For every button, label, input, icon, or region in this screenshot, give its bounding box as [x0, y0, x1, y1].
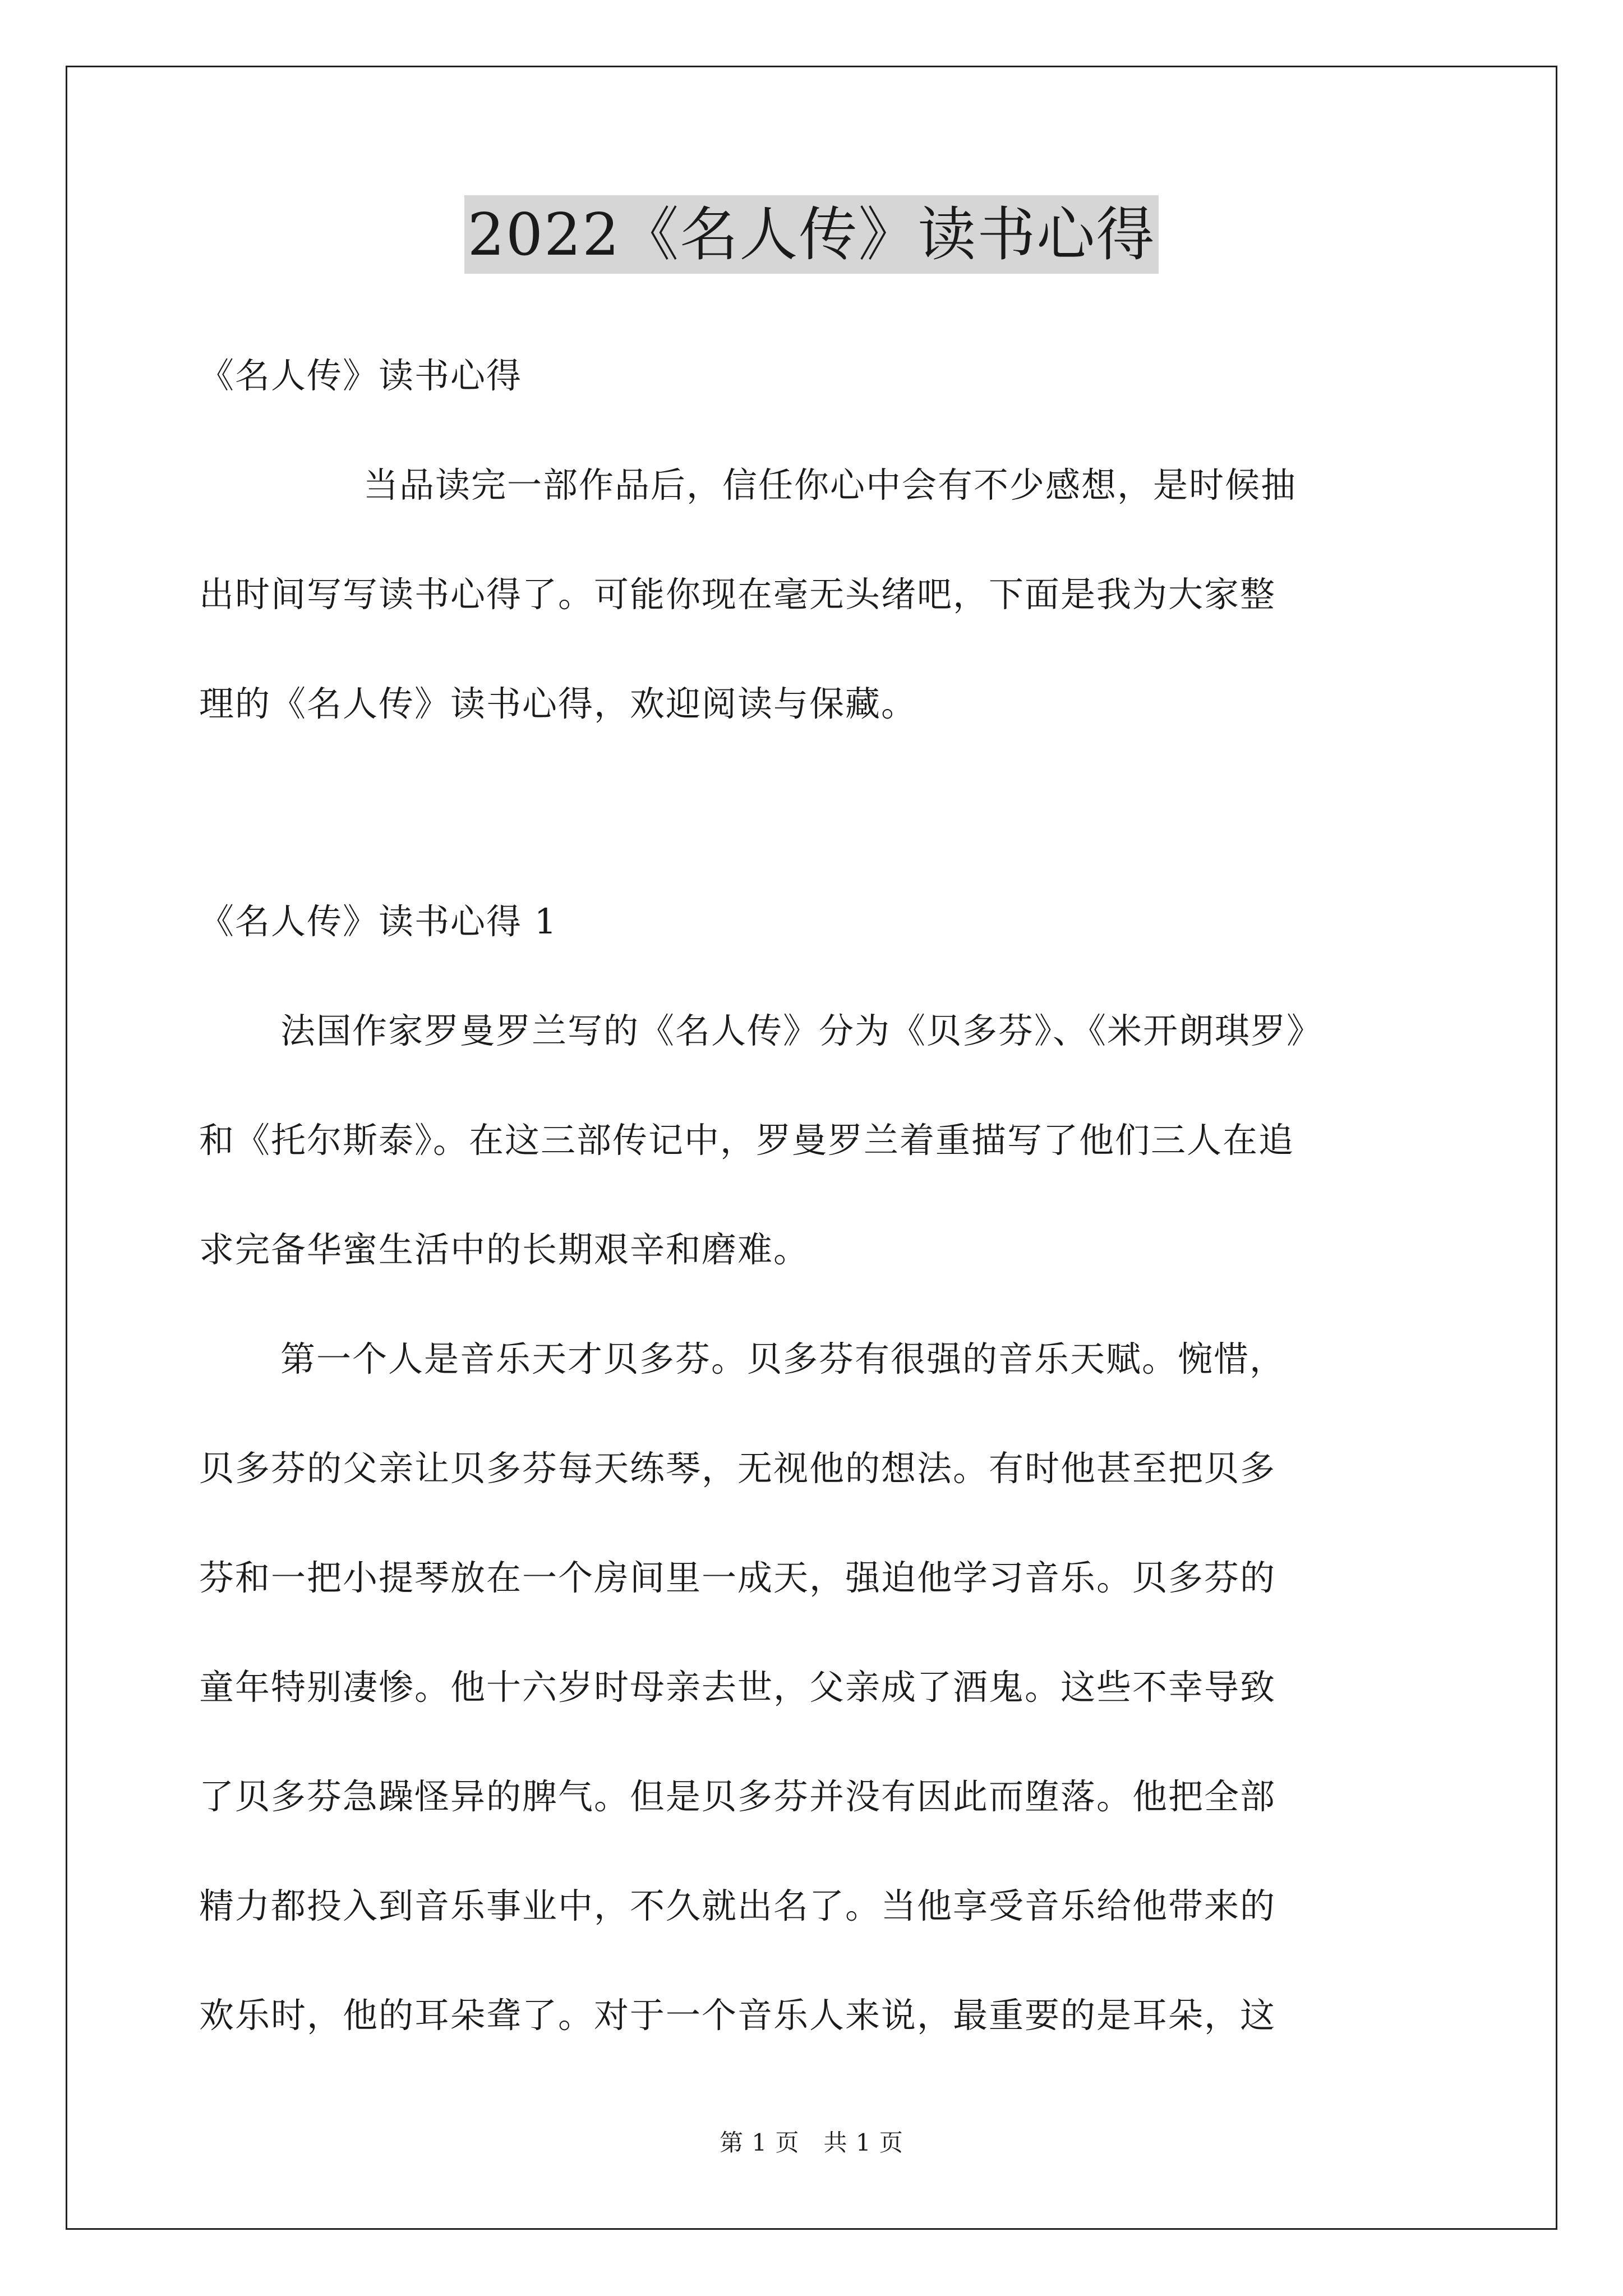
- paragraph2-line-4: 童年特别凄惨。他十六岁时母亲去世，父亲成了酒鬼。这些不幸导致: [199, 1667, 1276, 1708]
- page-footer: 第 1 页 共 1 页: [720, 2129, 903, 2156]
- intro-line-3: 理的《名人传》读书心得，欢迎阅读与保藏。: [199, 683, 917, 724]
- paragraph2-line-2: 贝多芬的父亲让贝多芬每天练琴，无视他的想法。有时他甚至把贝多: [199, 1448, 1276, 1489]
- paragraph2-line-7: 欢乐时，他的耳朵聋了。对于一个音乐人来说，最重要的是耳朵，这: [199, 1995, 1276, 2036]
- title-container: [0, 195, 1623, 274]
- paragraph2-line-3: 芬和一把小提琴放在一个房间里一成天，强迫他学习音乐。贝多芬的: [199, 1557, 1276, 1598]
- intro-line-2: 出时间写写读书心得了。可能你现在毫无头绪吧，下面是我为大家整: [199, 574, 1276, 615]
- paragraph1-line-2: 和《托尔斯泰》。在这三部传记中，罗曼罗兰着重描写了他们三人在追: [199, 1120, 1295, 1161]
- paragraph1-line-1: 法国作家罗曼罗兰写的《名人传》分为《贝多芬》、《米开朗琪罗》: [280, 1010, 1323, 1051]
- intro-line-1: 当品读完一部作品后，信任你心中会有不少感想，是时候抽: [363, 464, 1297, 505]
- paragraph2-line-1: 第一个人是音乐天才贝多芬。贝多芬有很强的音乐天赋。惋惜，: [280, 1338, 1286, 1379]
- document-title: 2022《名人传》读书心得: [464, 195, 1159, 274]
- section-heading: 《名人传》读书心得 1: [199, 901, 558, 942]
- subtitle: 《名人传》读书心得: [199, 355, 523, 396]
- paragraph2-line-6: 精力都投入到音乐事业中，不久就出名了。当他享受音乐给他带来的: [199, 1885, 1276, 1926]
- paragraph1-line-3: 求完备华蜜生活中的长期艰辛和磨难。: [199, 1229, 810, 1270]
- paragraph2-line-5: 了贝多芬急躁怪异的脾气。但是贝多芬并没有因此而堕落。他把全部: [199, 1776, 1276, 1817]
